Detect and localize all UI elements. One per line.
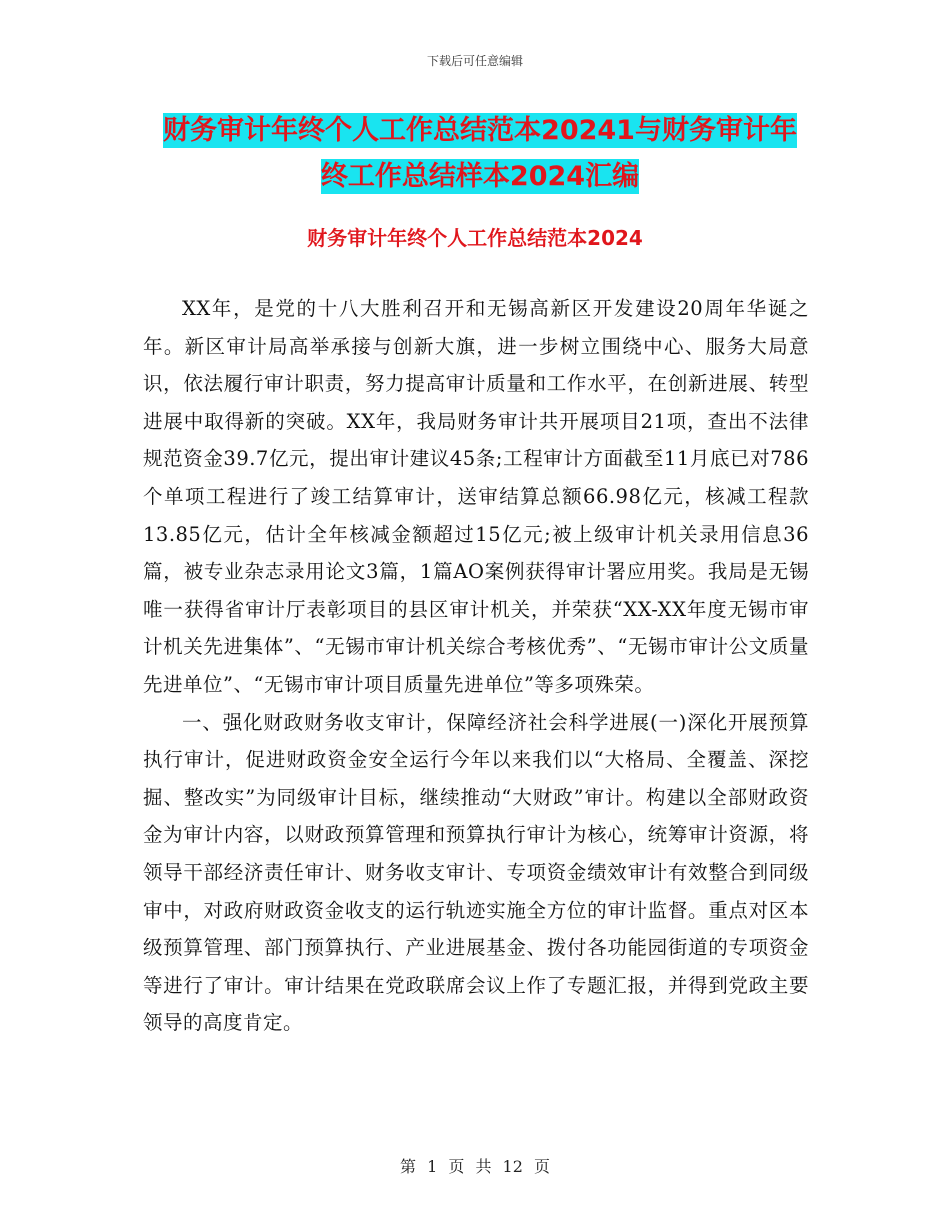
paragraph: 一、强化财政财务收支审计，保障经济社会科学进展(一)深化开展预算执行审计，促进财政资金安全运行今年以来我们以“大格局、全覆盖、深挖掘、整改实”为同级审计目标，继续推动“大财政”审计。构建以全部财政资金为审计内容，以财政预算管理和预算执行审计为核心，统筹审计资源，将领导干部经济责任审计、财务收支审计、专项资金绩效审计有效整合到同级审中，对政府财政资金收支的运行轨迹实施全方位的审计监督。重点对区本级预算管理、部门预算执行、产业进展基金、拨付各功能园街道的专项资金等进行了审计。审计结果在党政联席会议上作了专题汇报，并得到党政主要领导的高度肯定。: [143, 710, 809, 1035]
body-text: [143, 290, 809, 1042]
document-title: [140, 108, 820, 200]
title-line-1: 财务审计年终个人工作总结范本20241与财务审计年: [163, 115, 797, 146]
page-footer: 第 1 页 共 12 页: [400, 1157, 550, 1176]
paragraph: XX年，是党的十八大胜利召开和无锡高新区开发建设20周年华诞之年。新区审计局高举承接与创新大旗，进一步树立围绕中心、服务大局意识，依法履行审计职责，努力提高审计质量和工作水平，在创新进展、转型进展中取得新的突破。XX年，我局财务审计共开展项目21项，查出不法律规范资金39.7亿元，提出审计建议45条;工程审计方面截至11月底已对786个单项工程进行了竣工结算审计，送审结算总额66.98亿元，核减工程款13.85亿元，估计全年核减金额超过15亿元;被上级审计机关录用信息36篇，被专业杂志录用论文3篇，1篇AO案例获得审计署应用奖。我局是无锡唯一获得省审计厅表彰项目的县区审计机关，并荣获“XX-XX年度无锡市审计机关先进集体”、“无锡市审计机关综合考核优秀”、“无锡市审计公文质量先进单位”、“无锡市审计项目质量先进单位”等多项殊荣。: [143, 297, 809, 696]
section-title: 财务审计年终个人工作总结范本2024: [307, 226, 643, 250]
title-line-2: 终工作总结样本2024汇编: [320, 161, 640, 192]
header-note: 下载后可任意编辑: [426, 54, 523, 68]
